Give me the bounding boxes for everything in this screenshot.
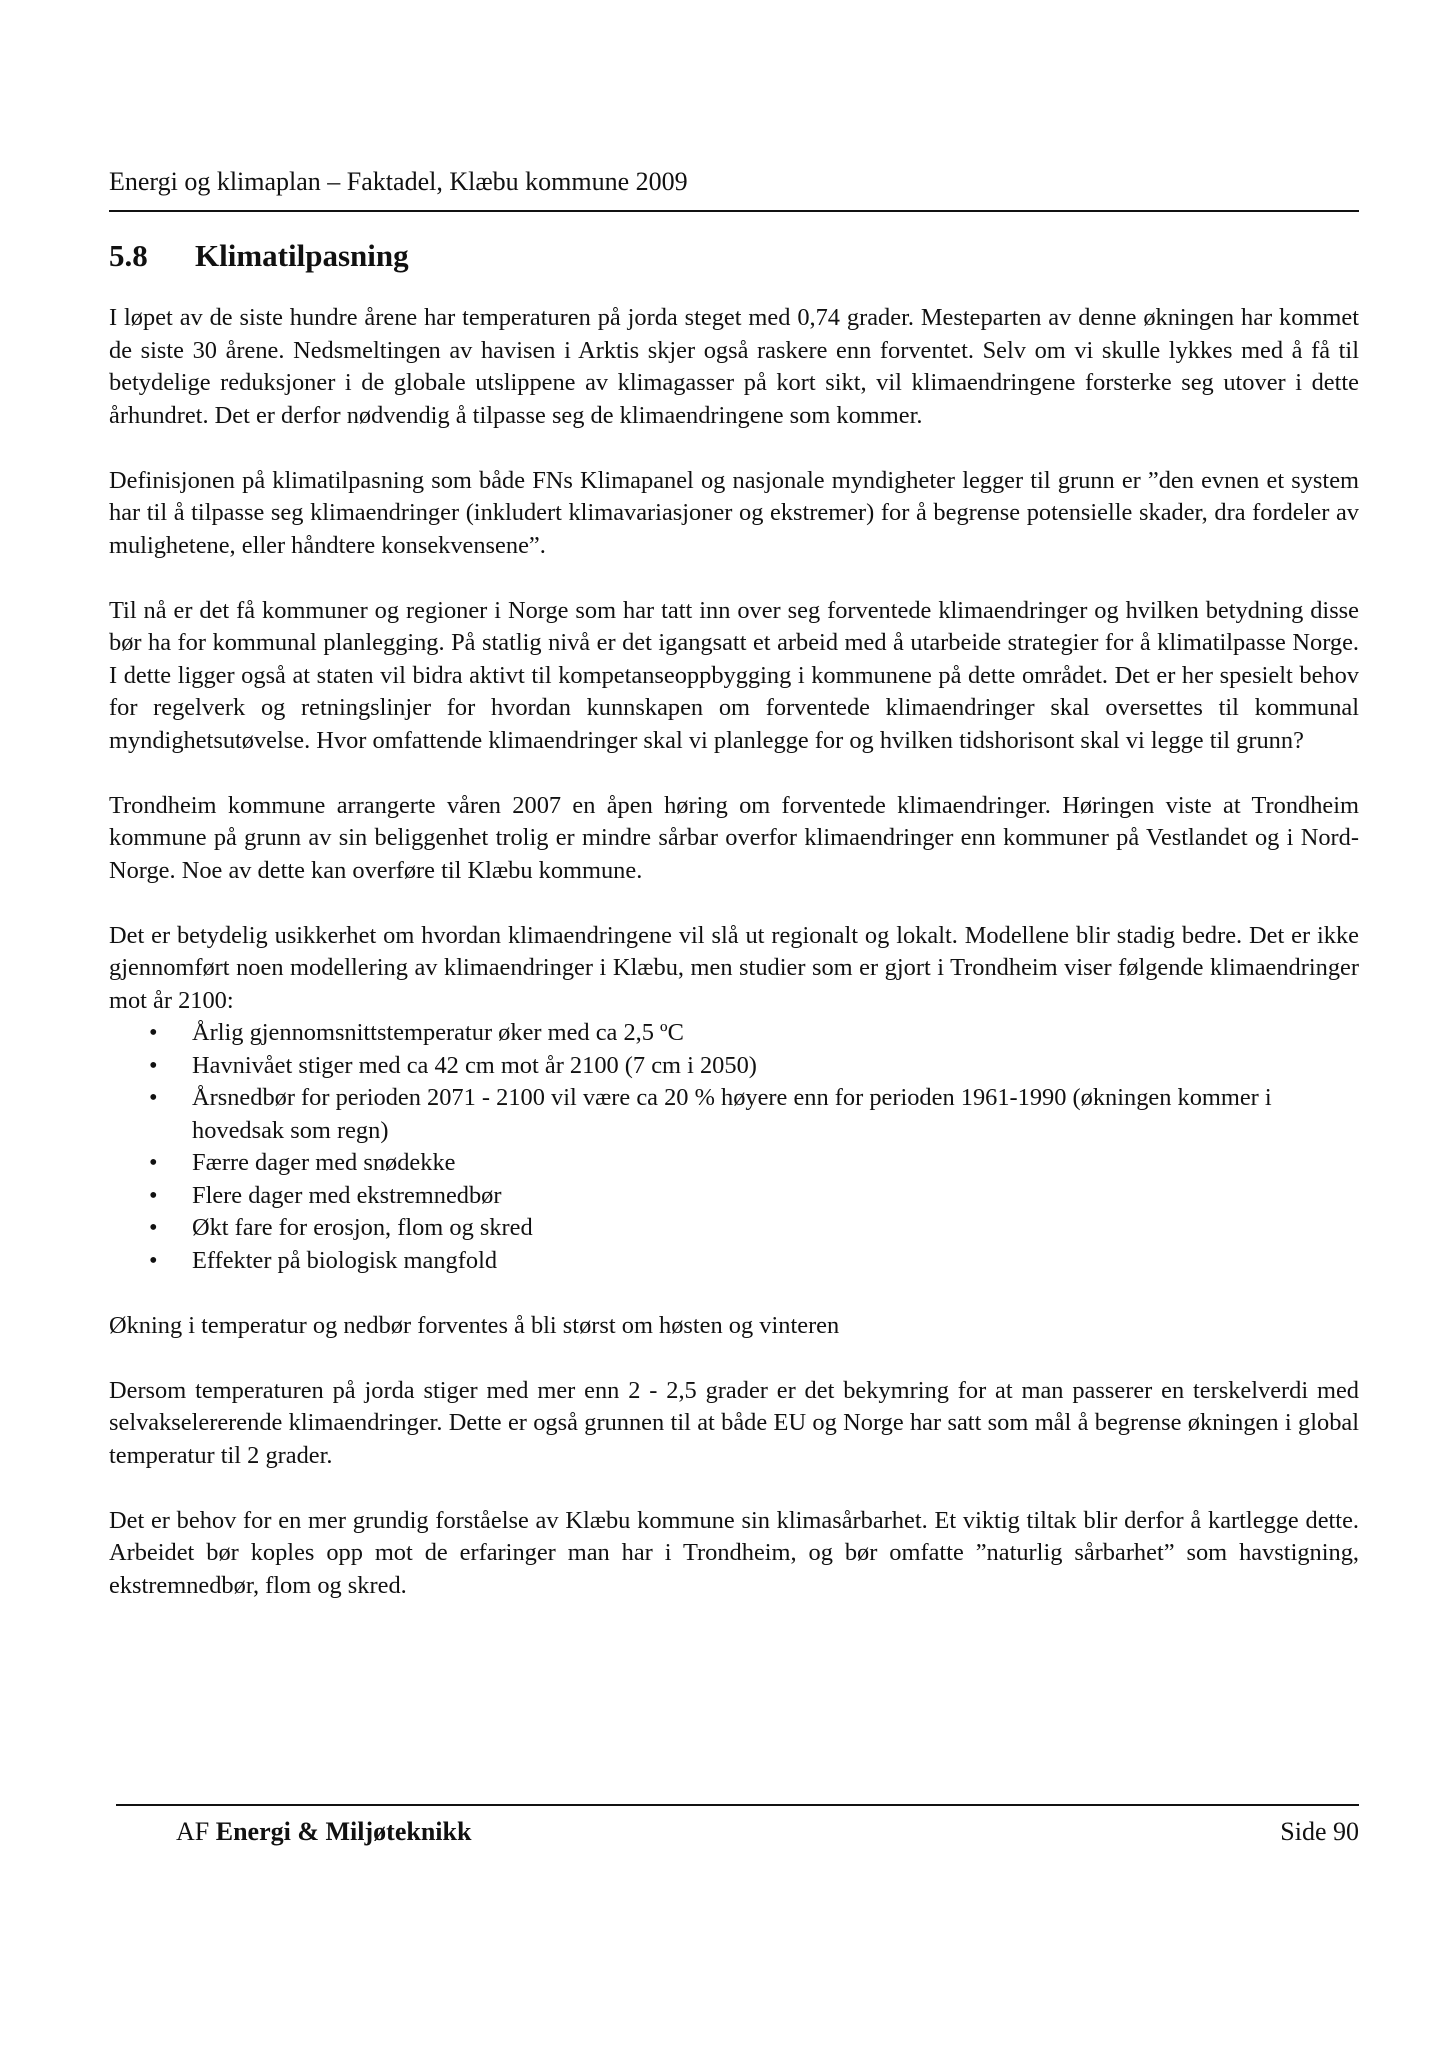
list-item	[109, 1082, 1359, 1147]
paragraph-4: Trondheim kommune arrangerte våren 2007 en åpen høring om forventede klimaendringer. Høringen viste at Trondheim kommune på grunn av sin beliggenhet trolig er mindre sårbar overfor klimaendringer enn kommuner på Vestlandet og i Nord-Norge. Noe av dette kan overføre til Klæbu kommune.	[109, 791, 1359, 884]
climate-change-list	[109, 1017, 1359, 1277]
paragraph-2: Definisjonen på klimatilpasning som både FNs Klimapanel og nasjonale myndigheter legger til grunn er ”den evnen et system har til å tilpasse seg klimaendringer (inkludert klimavariasjoner og ekstremer) for å begrense potensielle skader, dra fordeler av mulighetene, eller håndtere konsekvensene”.	[109, 466, 1359, 559]
list-item-text: Økt fare for erosjon, flom og skred	[192, 1214, 533, 1241]
list-item	[109, 1245, 1359, 1278]
section-title: Klimatilpasning	[195, 238, 409, 273]
bullet-icon: •	[149, 1019, 158, 1046]
paragraph-3: Til nå er det få kommuner og regioner i Norge som har tatt inn over seg forventede klimaendringer og hvilken betydning disse bør ha for kommunal planlegging. På statlig nivå er det igangsatt et arbeid med å utarbeide strategier for å klimatilpasse Norge. I dette ligger også at staten vil bidra aktivt til kompetanseoppbygging i kommunene på dette området. Det er her spesielt behov for regelverk og retningslinjer for hvordan kunnskapen om forventede klimaendringer skal oversettes til kommunal myndighetsutøvelse. Hvor omfattende klimaendringer skal vi planlegge for og hvilken tidshorisont skal vi legge til grunn?	[109, 596, 1359, 754]
list-item	[109, 1017, 1359, 1050]
list-item-text: Effekter på biologisk mangfold	[192, 1246, 498, 1274]
bullet-icon: •	[149, 1246, 158, 1274]
bullet-icon: •	[149, 1181, 158, 1209]
list-item	[109, 1180, 1359, 1213]
paragraph-7: Dersom temperaturen på jorda stiger med mer enn 2 - 2,5 grader er det bekymring for at man passerer en terskelverdi med selvakselererende klimaendringer. Dette er også grunnen til at både EU og Norge har satt som mål å begrense økningen i global temperatur til 2 grader.	[109, 1376, 1359, 1469]
footer-brand: Energi & Miljøteknikk	[215, 1817, 472, 1846]
list-item-text: Havnivået stiger med ca 42 cm mot år 2100 (7 cm i 2050)	[192, 1051, 757, 1079]
list-item-text: Flere dager med ekstremnedbør	[192, 1181, 502, 1209]
paragraph-6: Økning i temperatur og nedbør forventes å bli størst om høsten og vinteren	[109, 1311, 840, 1339]
list-item-text: Færre dager med snødekke	[192, 1149, 456, 1176]
section-heading	[109, 236, 1359, 276]
list-item	[109, 1212, 1359, 1245]
section-number: 5.8	[109, 238, 148, 273]
footer-rule	[116, 1804, 1359, 1806]
bullet-icon: •	[149, 1051, 158, 1079]
paragraph-8: Det er behov for en mer grundig forståelse av Klæbu kommune sin klimasårbarhet. Et viktig tiltak blir derfor å kartlegge dette. Arbeidet bør koples opp mot de erfaringer man har i Trondheim, og bør omfatte ”naturlig sårbarhet” som havstigning, ekstremnedbør, flom og skred.	[109, 1506, 1359, 1599]
paragraph-1: I løpet av de siste hundre årene har temperaturen på jorda steget med 0,74 grader. Mesteparten av denne økningen har kommet de siste 30 årene. Nedsmeltingen av havisen i Arktis skjer også raskere enn forventet. Selv om vi skulle lykkes med å få til betydelige reduksjoner i de globale utslippene av klimagasser på kort sikt, vil klimaendringene forsterke seg utover i dette århundret. Det er derfor nødvendig å tilpasse seg de klimaendringene som kommer.	[109, 304, 1359, 429]
list-item	[109, 1147, 1359, 1180]
running-header: Energi og klimaplan – Faktadel, Klæbu kommune 2009	[109, 167, 688, 196]
footer-company	[176, 1815, 471, 1849]
bullet-icon: •	[149, 1084, 158, 1111]
footer-prefix: AF	[176, 1817, 216, 1846]
bullet-icon: •	[149, 1149, 158, 1176]
list-item-text: Årlig gjennomsnittstemperatur øker med ca 2,5 ºC	[192, 1019, 684, 1046]
list-item	[109, 1050, 1359, 1083]
paragraph-5: Det er betydelig usikkerhet om hvordan klimaendringene vil slå ut regionalt og lokalt. Modellene blir stadig bedre. Det er ikke gjennomført noen modellering av klimaendringer i Klæbu, men studier som er gjort i Trondheim viser følgende klimaendringer mot år 2100:	[109, 921, 1359, 1014]
header-rule	[109, 210, 1359, 212]
page-number: Side 90	[1280, 1817, 1359, 1846]
list-item-text: Årsnedbør for perioden 2071 - 2100 vil være ca 20 % høyere enn for perioden 1961-1990 (økningen kommer i hovedsak som regn)	[192, 1084, 1272, 1144]
body-text	[109, 302, 1359, 1635]
bullet-icon: •	[149, 1214, 158, 1241]
